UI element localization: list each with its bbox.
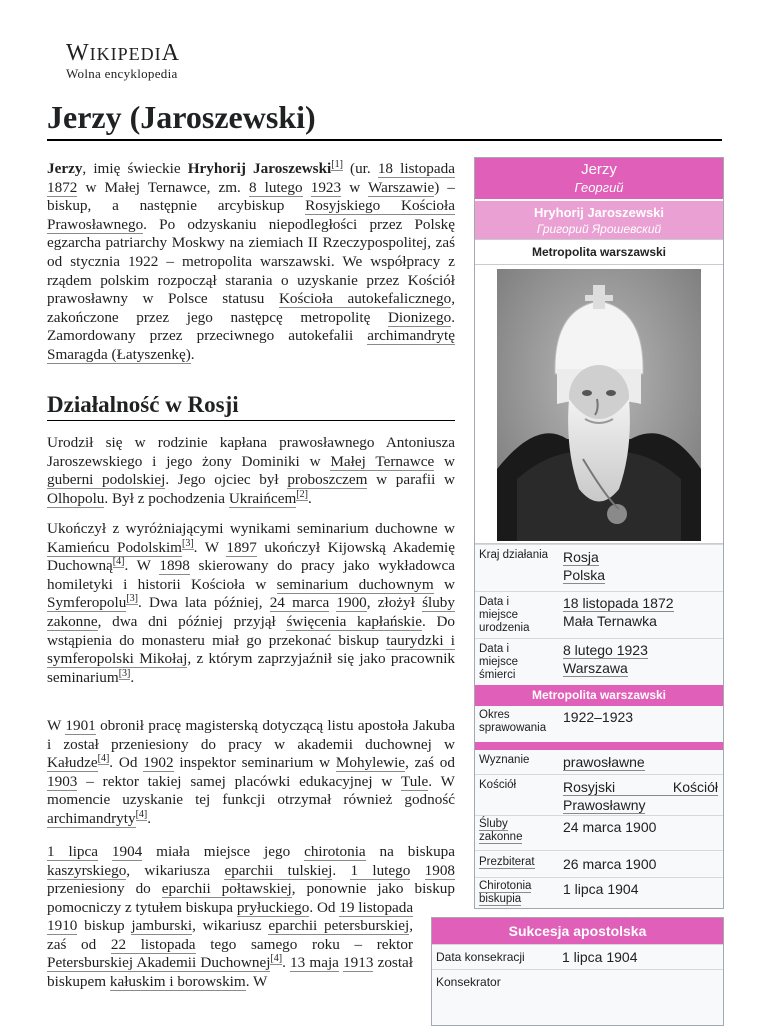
link-prezbiterat[interactable]: Prezbiterat: [479, 856, 535, 868]
wikipedia-logo[interactable]: [66, 40, 180, 81]
link-1900[interactable]: 1900: [336, 594, 367, 612]
link-warszawa[interactable]: Warszawie: [368, 178, 435, 196]
link-1872[interactable]: 1872: [47, 178, 78, 196]
row-urodzenie: [475, 591, 723, 638]
ref-4b[interactable]: [4]: [97, 753, 110, 765]
link-13-maja[interactable]: 13 maja: [290, 954, 339, 972]
link-sluby-infobox[interactable]: Śluby zakonne: [479, 818, 523, 843]
link-19-listopada[interactable]: 19 listopada: [339, 898, 414, 916]
link-mohylew[interactable]: Mohylewie: [335, 754, 406, 772]
link-seminarium-duchowne[interactable]: seminarium duchownym: [276, 575, 434, 593]
succession-header: Sukcesja apostolska: [432, 918, 723, 944]
link-prylucki[interactable]: pryłuckiego: [236, 898, 310, 916]
lead-paragraph: Jerzy, imię świeckie Hryhorij Jaroszewski[1] (ur. 18 listopada 1872 w Małej Ternawce, zm. 8 lutego 1923 w Warszawie) – biskup, a następnie arcybiskup Rosyjskiego Kościoła Prawosławnego. Po odzyskaniu niepodległości przez Polskę egzarcha patriarchy Moskwy na ziemiach II Rzeczypospolitej, zaś od stycznia 1922 – metropolita warszawski. We współpracy z rządem polskim rozpoczął starania o uzyskanie przez Kościół prawosławny w Polsce statusu Kościoła autokefalicznego, zakończone przez jego następcę metropolitę Dionizego. Zamordowany przez przeciwnego autokefalii archimandrytę Smaragda (Łatyszenkę).: [47, 158, 456, 363]
row-value: [563, 594, 718, 630]
secular-name: Hryhorij Jaroszewski: [533, 205, 665, 220]
ref-3b[interactable]: [3]: [126, 593, 138, 605]
link-sluby-zakonne[interactable]: śluby zakonne: [47, 594, 455, 630]
birth-place: Mała Ternawka: [563, 613, 657, 629]
link-taurydzki[interactable]: taurydzki i symferopolski Mikołaj: [47, 631, 456, 668]
infobox-name-ru: Георгий: [574, 180, 624, 195]
secular-name-ru: Григорий Ярошевский: [536, 222, 662, 236]
infobox: [474, 157, 724, 909]
row-value: [563, 548, 718, 584]
link-1913[interactable]: 1913: [343, 954, 374, 972]
link-24-marca[interactable]: 24 marca: [269, 594, 330, 612]
ref-1[interactable]: [1]: [331, 158, 343, 170]
link-proboszcz[interactable]: proboszczem: [287, 471, 368, 489]
link-1908[interactable]: 1908: [424, 861, 456, 879]
row-kraj-dzialania: [475, 544, 723, 591]
row-value: [563, 778, 718, 814]
section-divider: [47, 420, 455, 421]
row-chirotonia: [475, 877, 723, 908]
link-8-lutego[interactable]: 8 lutego: [248, 178, 303, 196]
link-1903[interactable]: 1903: [47, 772, 78, 790]
link-1897[interactable]: 1897: [226, 538, 257, 556]
link-kaluga[interactable]: Kałudze: [47, 754, 98, 772]
row-key: Data i miejsce śmierci: [479, 643, 518, 681]
link-archimandryty[interactable]: archimandryty: [47, 809, 136, 827]
paragraph-2: Ukończył z wyróżniającymi wynikami seminarium duchowne w Kamieńcu Podolskim[3]. W 1897 ukończył Kijowską Akademię Duchowną[4]. W 1898 skierowany do pracy jako wykładowca homiletyki i historii Kościoła w seminarium duchownym w Symferopolu[3]. Dwa lata później, 24 marca 1900, złożył śluby zakonne, dwa dni później przyjął święcenia kapłańskie. Do wstąpienia do monasteru miał go przekonać biskup taurydzki i symferopolski Mikołaj, z którym zaprzyjaźnił się jako pracownik seminarium[3].: [47, 520, 456, 686]
link-1-lipca[interactable]: 1 lipca: [47, 843, 98, 860]
row-key: [479, 880, 544, 906]
ref-4c[interactable]: [4]: [135, 808, 148, 820]
infobox-band-divider: [475, 742, 723, 750]
row-value: 1 lipca 1904: [562, 949, 638, 965]
portrait-image: [497, 269, 701, 541]
ref-4a[interactable]: [4]: [112, 556, 125, 568]
ref-4d[interactable]: [4]: [270, 953, 283, 965]
infobox-band-metropolita: Metropolita warszawski: [475, 685, 723, 706]
row-key: [479, 856, 535, 869]
link-1901[interactable]: 1901: [65, 717, 96, 734]
link-polska[interactable]: Polska: [563, 567, 606, 583]
link-symferopol[interactable]: Symferopolu: [47, 594, 127, 612]
link-1910[interactable]: 1910: [47, 917, 78, 934]
row-key: Data konsekracji: [436, 950, 525, 964]
link-mala-ternawka[interactable]: Małej Ternawce: [330, 452, 435, 470]
paragraph-1: Urodził się w rodzinie kapłana prawosławnego Antoniusza Jaroszewskiego i jego żony Dominiki w Małej Ternawce w guberni podolskiej. Jego ojciec był proboszczem w parafii w Olhopolu. Był z pochodzenia Ukraińcem[2].: [47, 434, 456, 507]
row-wyznanie: [475, 750, 723, 774]
link-kaluski[interactable]: kałuskim i borowskim: [109, 972, 246, 990]
paragraph-3: W 1901 obronił pracę magisterską dotyczącą listu apostoła Jakuba i został przeniesiony do pracy w akademii duchownej w Kałudze[4]. Od 1902 inspektor seminarium w Mohylewie, zaś od 1903 – rektor takiej samej placówki edukacyjnej w Tule. W momencie uzyskanie tej funkcji otrzymał również godność archimandryty[4].: [47, 717, 455, 827]
link-akademia-petersburska[interactable]: Petersburskiej Akademii Duchownej: [47, 954, 271, 972]
infobox-name: Jerzy: [581, 161, 617, 178]
ref-2[interactable]: [2]: [296, 488, 308, 500]
ref-3c[interactable]: [3]: [118, 667, 131, 679]
row-value: 26 marca 1900: [563, 856, 657, 872]
row-value: [563, 753, 718, 771]
row-konsekrator: [432, 969, 723, 994]
ref-3a[interactable]: [3]: [181, 537, 194, 549]
link-18-listopada[interactable]: 18 listopada: [377, 160, 455, 177]
row-key: Data i miejsce urodzenia: [479, 596, 530, 634]
link-rosyjski-kosciol[interactable]: Rosyjskiego Kościoła Prawosławnego: [47, 197, 455, 233]
tagline: Wolna encyklopedia: [66, 66, 178, 81]
link-dionizy[interactable]: Dionizego: [387, 308, 452, 326]
paragraph-4a: 1 lipca 1904 miała miejsce jego chirotonia na biskupa kaszyrskiego, wikariusza eparchii tulskiej. 1 lutego 1908 przeniesiony do eparchii połtawskiej, ponownie jako biskup pomocniczy z tytułem biskupa pryłuckiego. Od 19 listopada: [47, 843, 456, 916]
row-key: Konsekrator: [436, 975, 501, 989]
link-tula[interactable]: Tule: [400, 772, 429, 790]
link-archimandryta[interactable]: archimandrytę: [367, 327, 455, 345]
row-value: 1 lipca 1904: [563, 881, 639, 897]
link-eparchia-tulska[interactable]: eparchii tulskiej: [224, 861, 333, 879]
link-chirotonia-infobox[interactable]: Chirotonia biskupia: [479, 880, 532, 905]
row-key: Kraj działania: [479, 549, 549, 561]
link-autokefalia[interactable]: Kościoła autokefalicznego: [278, 290, 452, 308]
link-warszawa-infobox[interactable]: Warszawa: [563, 660, 628, 676]
paragraph-4b: 1910 biskup jamburski, wikariusz eparchii petersburskiej, zaś od 22 listopada tego samego roku – rektor Petersburskiej Akademii Duchownej[4]. 13 maja 1913 został biskupem kałuskim i borowskim. W: [47, 917, 414, 990]
link-ukraincy[interactable]: Ukraińcem: [228, 489, 297, 507]
row-smierc: [475, 638, 723, 685]
wordmark: WIKIPEDIA: [66, 40, 180, 66]
section-heading: Działalność w Rosji: [47, 392, 239, 417]
row-value: 24 marca 1900: [563, 819, 657, 835]
link-swiecenia[interactable]: święcenia kapłańskie: [286, 612, 422, 630]
link-smaragd[interactable]: Smaragda (Łatyszenkę): [47, 345, 191, 363]
link-prawoslawne[interactable]: prawosławne: [563, 754, 645, 770]
row-key: Okres sprawowania: [479, 709, 547, 734]
link-gubernia-podolska[interactable]: guberni podolskiej: [47, 471, 166, 489]
row-prezbiterat: [475, 850, 723, 877]
link-kaszyrski[interactable]: kaszyrskiego: [47, 861, 127, 879]
row-key: [479, 818, 539, 844]
link-1902[interactable]: 1902: [143, 754, 174, 772]
link-kamieniec-podolski[interactable]: Kamieńcu Podolskim: [47, 538, 182, 556]
infobox-office: Metropolita warszawski: [475, 239, 723, 265]
page-title: Jerzy (Jaroszewski): [47, 99, 316, 135]
row-key: Kościół: [479, 779, 517, 791]
row-value: 1922–1923: [563, 709, 634, 725]
portrait-photo[interactable]: [475, 265, 723, 544]
link-chirotonia[interactable]: chirotonia: [304, 843, 366, 860]
title-divider: [47, 139, 722, 141]
link-1923[interactable]: 1923: [310, 178, 342, 196]
link-22-listopada[interactable]: 22 listopada: [110, 935, 196, 953]
link-olhopol[interactable]: Olhopolu: [47, 489, 105, 507]
link-rosyjski-kosciol-infobox[interactable]: Rosyjski Kościół Prawosławny: [563, 779, 718, 813]
row-key: Wyznanie: [479, 754, 530, 766]
link-1898[interactable]: 1898: [159, 557, 190, 575]
link-birth-date[interactable]: 18 listopada 1872: [563, 595, 674, 611]
row-data-konsekracji: [432, 944, 723, 969]
link-jamburski[interactable]: jamburski: [131, 917, 193, 934]
link-eparchia-petersburska[interactable]: eparchii petersburskiej: [268, 917, 410, 934]
row-kosciol: [475, 774, 723, 815]
link-1904[interactable]: 1904: [111, 843, 143, 860]
link-rosja[interactable]: Rosja: [563, 549, 599, 565]
row-sluby: [475, 815, 723, 850]
row-value: [563, 641, 718, 677]
link-eparchia-poltawska[interactable]: eparchii połtawskiej: [161, 880, 292, 898]
link-1-lutego[interactable]: 1 lutego: [350, 861, 411, 879]
infobox-secular-name: [475, 199, 723, 239]
infobox-header: [475, 158, 723, 199]
row-okres: [475, 706, 723, 742]
link-death-date[interactable]: 8 lutego 1923: [563, 642, 648, 658]
succession-box: [431, 917, 724, 1026]
